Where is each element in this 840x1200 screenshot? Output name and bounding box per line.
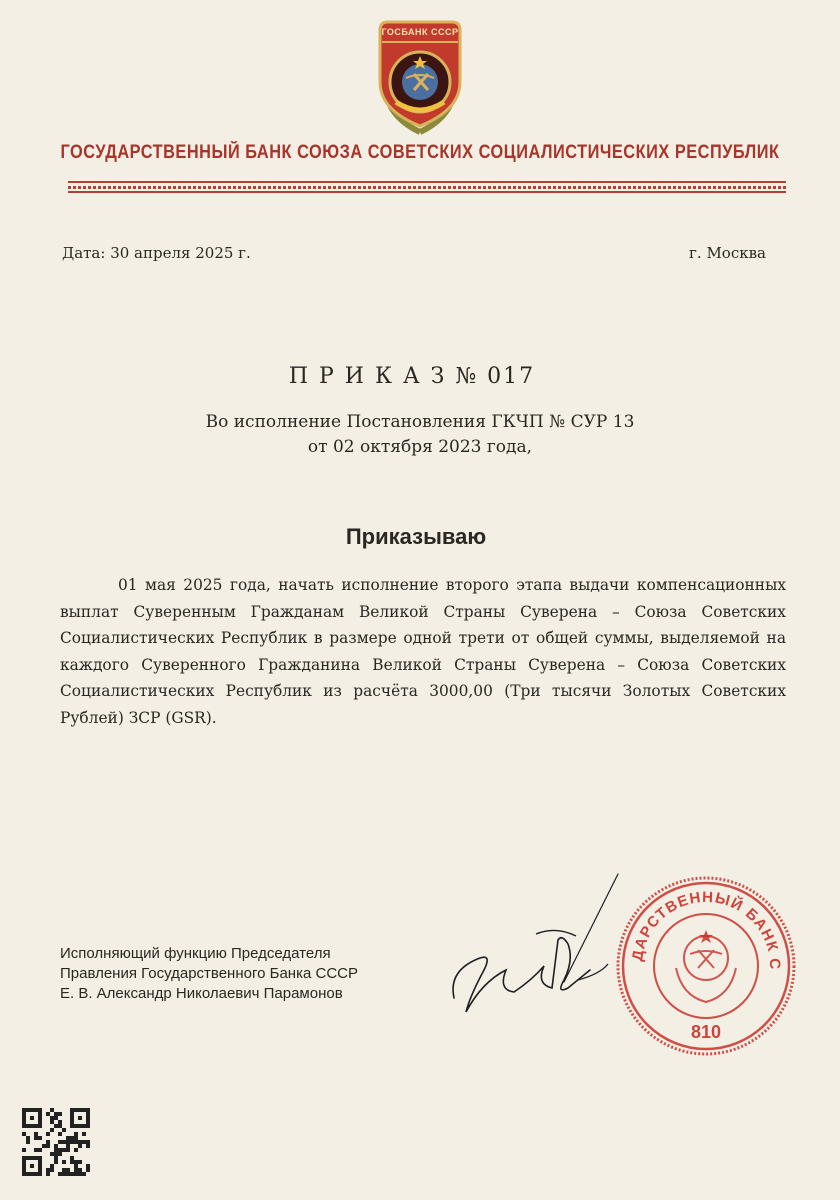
signatory-line-1: Исполняющий функцию Председателя bbox=[60, 945, 331, 962]
signatory-line-2: Правления Государственного Банка СССР bbox=[60, 965, 358, 982]
emblem-label: ГОСБАНК СССР bbox=[381, 27, 459, 37]
basis-line-1: Во исполнение Постановления ГКЧП № СУР 13 bbox=[205, 412, 635, 432]
order-body: 01 мая 2025 года, начать исполнение второго этапа выдачи компенсационных выплат Суверенным Гражданам Великой Страны Суверена – Союза Советских Социалистических Республик в размере одной трети от общей суммы, выделяемой на каждого Суверенного Гражданина Великой Страны Суверена – Союза Советских Социалистических Республик из расчёта 3000,00 (Три тысячи Золотых Советских Рублей) ЗСР (GSR). bbox=[60, 576, 786, 727]
bank-name-title: ГОСУДАРСТВЕННЫЙ БАНК СОЮЗА СОВЕТСКИХ СОЦИАЛИСТИЧЕСКИХ РЕСПУБЛИК bbox=[60, 142, 780, 163]
qr-code bbox=[22, 1108, 90, 1176]
header-rule-dashed bbox=[68, 186, 786, 189]
bank-seal-stamp bbox=[612, 872, 800, 1060]
order-title: П Р И К А З № 017 bbox=[288, 364, 536, 389]
gosbank-emblem-icon bbox=[368, 18, 472, 136]
seal-number: 810 bbox=[690, 1022, 722, 1042]
header-rule-top bbox=[68, 181, 786, 183]
order-heading: Приказываю bbox=[345, 524, 487, 549]
handwritten-signature bbox=[440, 870, 640, 1040]
order-basis bbox=[0, 410, 840, 460]
document-city: г. Москва bbox=[689, 244, 766, 262]
signatory-line-3: Е. В. Александр Николаевич Парамонов bbox=[60, 985, 343, 1002]
header-rule-bottom bbox=[68, 191, 786, 193]
signatory-block bbox=[60, 944, 358, 1004]
basis-line-2: от 02 октября 2023 года, bbox=[307, 437, 533, 457]
seal-ring-text: ДАРСТВЕННЫЙ БАНК С bbox=[629, 888, 784, 971]
document-date: Дата: 30 апреля 2025 г. bbox=[62, 244, 251, 262]
